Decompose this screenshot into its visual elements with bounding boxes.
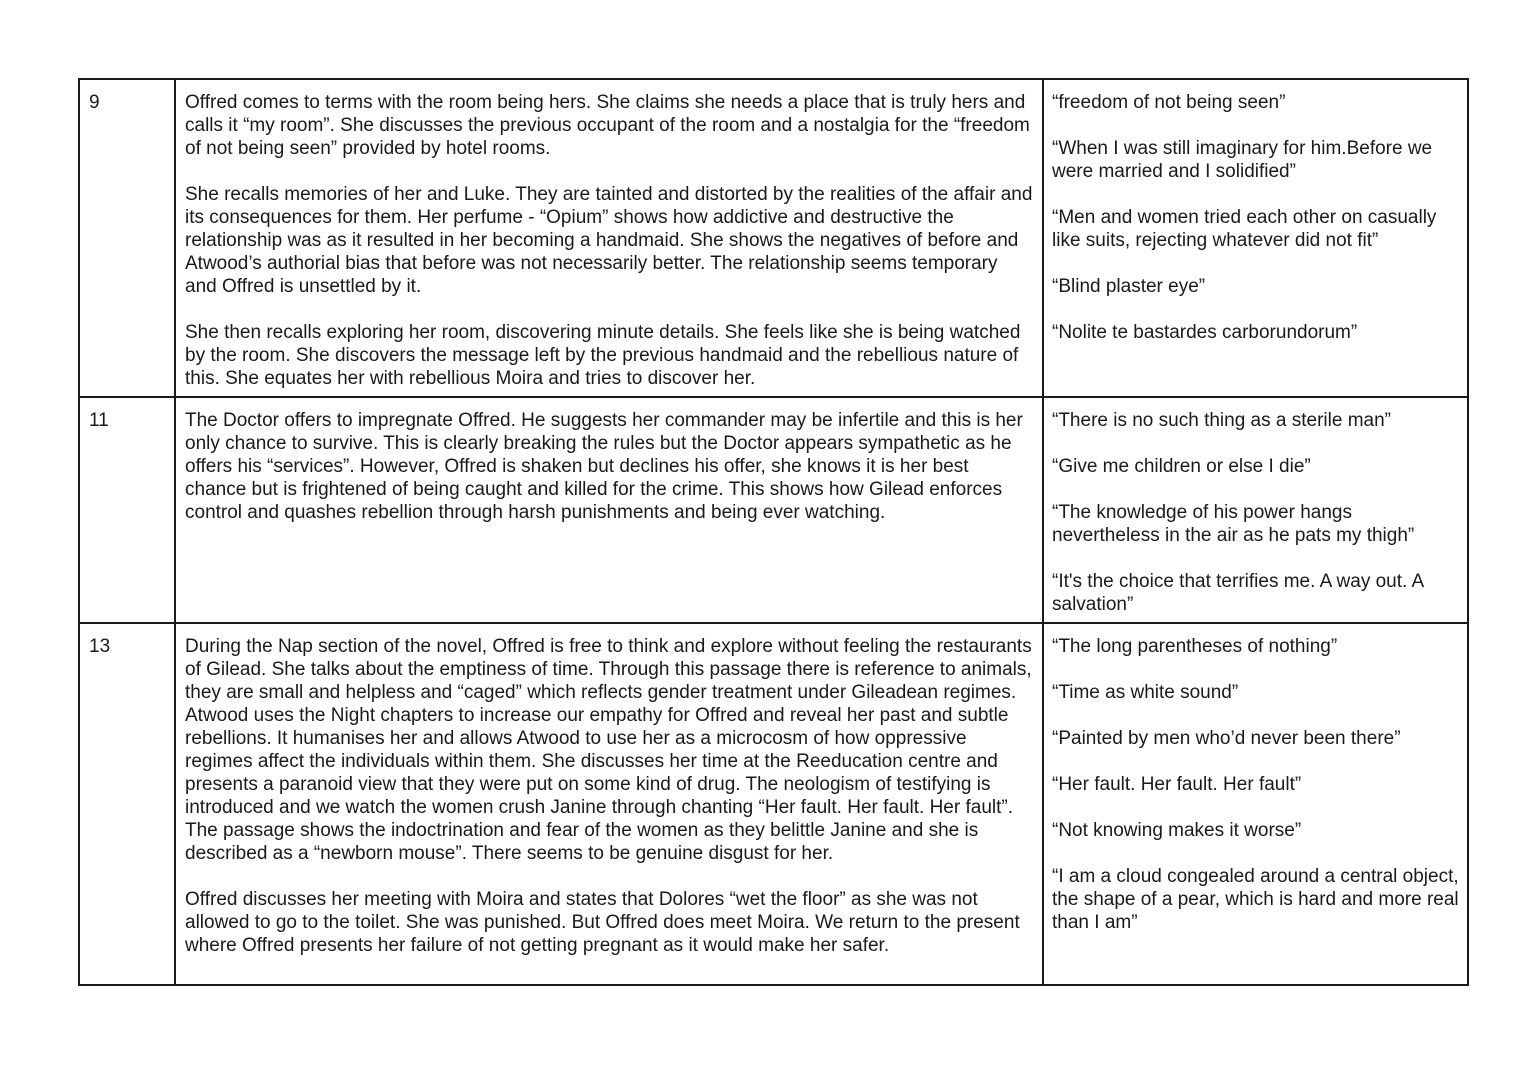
chapter-number-cell xyxy=(79,397,175,623)
summary-paragraph: Offred discusses her meeting with Moira and states that Dolores “wet the floor” as she was not allowed to go to the toilet. She was punished. But Offred does meet Moira. We return to the present where Offred presents her failure of not getting pregnant as it would make her safer. xyxy=(185,889,1020,956)
summary-cell xyxy=(175,397,1043,623)
table-row xyxy=(79,79,1468,397)
quote: “I am a cloud congealed around a central object, the shape of a pear, which is hard and more real than I am” xyxy=(1052,866,1459,933)
quote: “The long parentheses of nothing” xyxy=(1052,636,1338,657)
summary-paragraph: She then recalls exploring her room, discovering minute details. She feels like she is being watched by the room. She discovers the message left by the previous handmaid and the rebellious nature of this. She equates her with rebellious Moira and tries to discover her. xyxy=(185,322,1021,389)
summary-cell xyxy=(175,623,1043,985)
quote: “When I was still imaginary for him.Before we were married and I solidified” xyxy=(1052,138,1433,182)
quote: “There is no such thing as a sterile man” xyxy=(1052,410,1391,431)
quote: “Give me children or else I die” xyxy=(1052,456,1311,477)
chapter-number: 13 xyxy=(89,636,111,657)
chapter-notes-table xyxy=(78,78,1469,986)
quote: “Her fault. Her fault. Her fault” xyxy=(1052,774,1302,795)
table-row xyxy=(79,397,1468,623)
summary-paragraph: The Doctor offers to impregnate Offred. He suggests her commander may be infertile and this is her only chance to survive. This is clearly breaking the rules but the Doctor appears sympathetic as he offers his “services”. However, Offred is shaken but declines his offer, she knows it is her best chance but is frightened of being caught and killed for the crime. This shows how Gilead enforces control and quashes rebellion through harsh punishments and being ever watching. xyxy=(185,410,1023,523)
quote: “freedom of not being seen” xyxy=(1052,92,1286,113)
quotes-cell xyxy=(1043,79,1468,397)
table-row xyxy=(79,623,1468,985)
summary-paragraph: During the Nap section of the novel, Offred is free to think and explore without feeling the restaurants of Gilead. She talks about the emptiness of time. Through this passage there is reference to animals, they are small and helpless and “caged” which reflects gender treatment under Gileadean regimes. Atwood uses the Night chapters to increase our empathy for Offred and reveal her past and subtle rebellions. It humanises her and allows Atwood to use her as a microcosm of how oppressive regimes affect the individuals within them. She discusses her time at the Reeducation centre and presents a paranoid view that they were put on some kind of drug. The neologism of testifying is introduced and we watch the women crush Janine through chanting “Her fault. Her fault. Her fault”. The passage shows the indoctrination and fear of the women as they belittle Janine and she is described as a “newborn mouse”. There seems to be genuine disgust for her. xyxy=(185,636,1032,864)
quotes-cell xyxy=(1043,397,1468,623)
summary-paragraph: Offred comes to terms with the room being hers. She claims she needs a place that is truly hers and calls it “my room”. She discusses the previous occupant of the room and a nostalgia for the “freedom of not being seen” provided by hotel rooms. xyxy=(185,92,1030,159)
quote: “Painted by men who’d never been there” xyxy=(1052,728,1401,749)
summary-paragraph: She recalls memories of her and Luke. They are tainted and distorted by the realities of the affair and its consequences for them. Her perfume - “Opium” shows how addictive and destructive the relationship was as it resulted in her becoming a handmaid. She shows the negatives of before and Atwood’s authorial bias that before was not necessarily better. The relationship seems temporary and Offred is unsettled by it. xyxy=(185,184,1033,297)
quote: “Men and women tried each other on casually like suits, rejecting whatever did not fit” xyxy=(1052,207,1437,251)
chapter-number: 9 xyxy=(89,92,100,113)
quote: “Blind plaster eye” xyxy=(1052,276,1206,297)
quotes-cell xyxy=(1043,623,1468,985)
quote: “It's the choice that terrifies me. A way out. A salvation” xyxy=(1052,571,1424,615)
chapter-number: 11 xyxy=(89,410,109,431)
quote: “Nolite te bastardes carborundorum” xyxy=(1052,322,1358,343)
quote: “Time as white sound” xyxy=(1052,682,1239,703)
chapter-number-cell xyxy=(79,623,175,985)
quote: “The knowledge of his power hangs nevertheless in the air as he pats my thigh” xyxy=(1052,502,1415,546)
summary-cell xyxy=(175,79,1043,397)
quote: “Not knowing makes it worse” xyxy=(1052,820,1302,841)
chapter-number-cell xyxy=(79,79,175,397)
